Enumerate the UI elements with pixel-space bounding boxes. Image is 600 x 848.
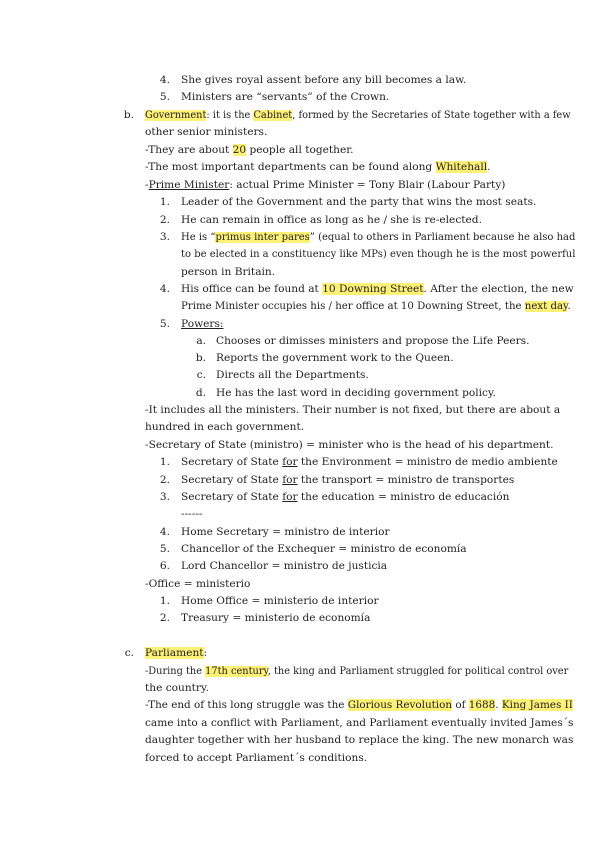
list-item: Secretary of State for the transport = ministro de transportes [181,474,515,486]
list-number: 4. [159,74,170,86]
paragraph-line: came into a conflict with Parliament, and Parliament eventually invited James´s [145,717,574,729]
list-number: 5. [159,318,170,330]
sublist-item: Chooses or dimisses ministers and propose the Life Peers. [216,335,530,347]
paragraph-line: -Prime Minister: actual Prime Minister = Tony Blair (Labour Party) [145,179,506,191]
section-letter: c. [124,647,134,659]
paragraph-line: -Secretary of State (ministro) = minister who is the head of his department. [145,439,554,451]
highlight-term: 20 [232,144,247,156]
highlight-term: primus inter pares [215,232,310,243]
sublist-item: Directs all the Departments. [216,369,369,381]
list-item: His office can be found at 10 Downing Street. After the election, the new [181,283,574,295]
paragraph-line: -It includes all the ministers. Their number is not fixed, but there are about a [145,404,561,416]
list-item: Chancellor of the Exchequer = ministro de economía [181,543,467,555]
highlight-term: Glorious Revolution [347,699,453,711]
list-item: He is “primus inter pares” (equal to others in Parliament because he also had [181,232,576,243]
list-item-continuation: Prime Minister occupies his / her office at 10 Downing Street, the next day. [181,301,571,312]
list-item: Secretary of State for the education = ministro de educación [181,491,510,503]
list-number: 1. [159,456,170,468]
underlined-term: for [282,491,298,503]
list-number: 1. [159,595,170,607]
underlined-term: for [282,474,298,486]
list-item: He can remain in office as long as he / she is re-elected. [181,214,482,226]
list-number: 1. [159,196,170,208]
sublist-letter: c. [196,369,206,381]
paragraph-line: -During the 17th century, the king and Parliament struggled for political control over [145,666,569,677]
underlined-term: Prime Minister [148,179,230,191]
list-item: Home Office = ministerio de interior [181,595,379,607]
highlight-term: Cabinet [253,110,293,121]
list-number: 2. [159,474,170,486]
highlight-term: next day [524,301,568,312]
underlined-term: Powers: [181,318,224,330]
sublist-letter: b. [195,352,206,364]
highlight-term: 1688 [468,699,496,711]
list-item: Leader of the Government and the party that wins the most seats. [181,196,537,208]
paragraph-line: -They are about 20 people all together. [145,144,354,156]
list-item: Secretary of State for the Environment = ministro de medio ambiente [181,456,558,468]
highlight-term: 10 Downing Street [322,283,424,295]
paragraph-line: daughter together with her husband to replace the king. The new monarch was [145,734,574,746]
list-number: 2. [159,214,170,226]
section-letter: b. [123,109,134,121]
list-number: 5. [159,543,170,555]
list-item: Home Secretary = ministro de interior [181,526,390,538]
sublist-item: He has the last word in deciding government policy. [216,387,496,399]
sublist-letter: d. [195,387,206,399]
paragraph-line: Parliament: [145,647,208,659]
list-number: 4. [159,283,170,295]
list-item: Lord Chancellor = ministro de justicia [181,560,388,572]
list-number: 4. [159,526,170,538]
highlight-term: King James II [501,699,573,711]
list-number: 5. [159,91,170,103]
list-item-continuation: person in Britain. [181,266,276,278]
paragraph-line: Government: it is the Cabinet, formed by the Secretaries of State together with a few [145,110,571,121]
list-number: 3. [159,231,170,243]
highlight-term: 17th century [205,666,268,677]
separator-text: ------ [181,508,203,520]
list-item: Ministers are “servants” of the Crown. [181,91,390,103]
paragraph-line: -The most important departments can be found along Whitehall. [145,161,491,173]
highlight-term: Whitehall [435,161,488,173]
paragraph-line: -Office = ministerio [145,578,251,590]
list-number: 3. [159,491,170,503]
sublist-item: Reports the government work to the Queen. [216,352,454,364]
paragraph-line: -The end of this long struggle was the Glorious Revolution of 1688. King James II [145,699,573,711]
sublist-letter: a. [196,335,206,347]
paragraph-line: other senior ministers. [145,126,268,138]
list-item-continuation: to be elected in a constituency like MPs) even though he is the most powerful [181,249,576,260]
paragraph-line: the country. [145,682,209,694]
list-number: 2. [159,612,170,624]
paragraph-line: forced to accept Parliament´s conditions. [145,752,368,764]
highlight-term: Parliament [145,647,204,659]
list-item: Treasury = ministerio de economía [181,612,371,624]
paragraph-line: hundred in each government. [145,421,305,433]
highlight-term: Government [145,110,207,121]
underlined-term: for [282,456,298,468]
list-number: 6. [159,560,170,572]
list-item: She gives royal assent before any bill becomes a law. [181,74,467,86]
